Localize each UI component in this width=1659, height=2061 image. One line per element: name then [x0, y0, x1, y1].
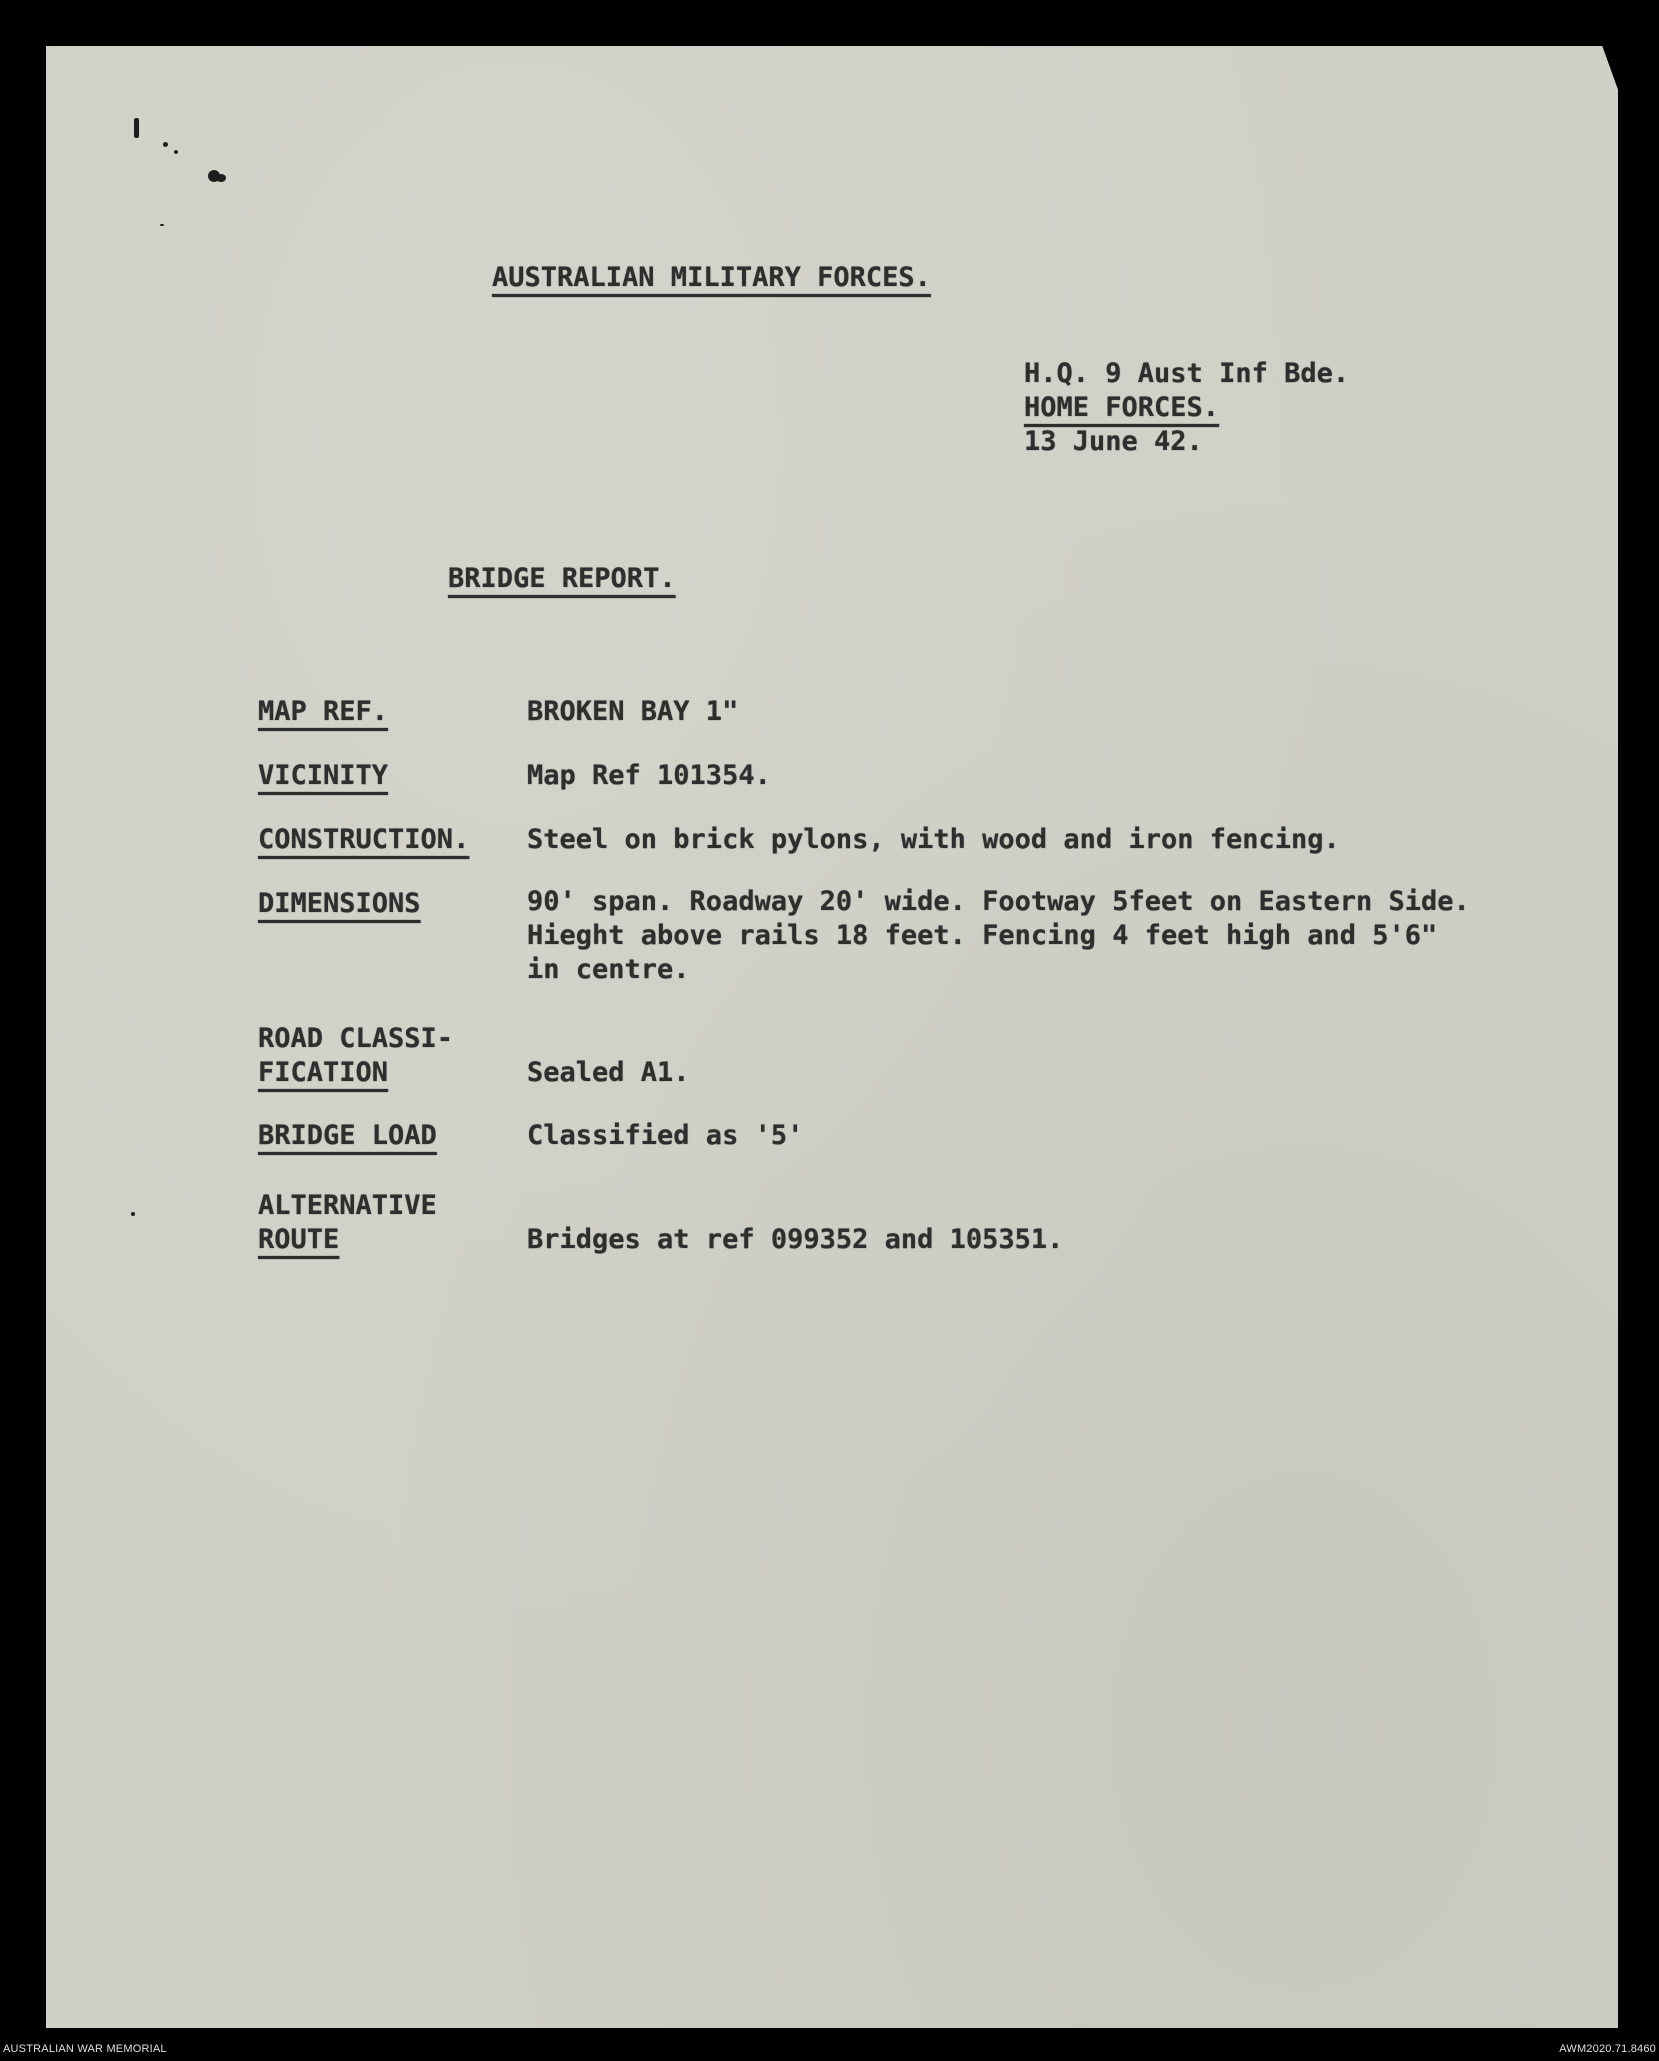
- bridge-load-value: Classified as '5': [527, 1120, 804, 1151]
- ink-mark: [131, 1212, 135, 1216]
- dimensions-label: DIMENSIONS: [258, 888, 421, 919]
- origin-unit: H.Q. 9 Aust Inf Bde.: [1024, 358, 1350, 389]
- vicinity-value: Map Ref 101354.: [527, 760, 771, 791]
- bridge-load-label: BRIDGE LOAD: [258, 1120, 437, 1151]
- alternative-route-label-line1: ALTERNATIVE: [258, 1190, 437, 1221]
- vicinity-label: VICINITY: [258, 760, 389, 791]
- ink-mark: [174, 150, 178, 154]
- origin-command: HOME FORCES.: [1024, 392, 1220, 423]
- report-title: BRIDGE REPORT.: [448, 563, 676, 594]
- dimensions-value-line1: 90' span. Roadway 20' wide. Footway 5feet on Eastern Side.: [527, 886, 1470, 917]
- ink-mark: [160, 224, 164, 226]
- construction-label: CONSTRUCTION.: [258, 824, 470, 855]
- map-ref-value: BROKEN BAY 1": [527, 696, 739, 727]
- footer-accession-number: AWM2020.71.8460: [1559, 2043, 1656, 2055]
- document-heading: AUSTRALIAN MILITARY FORCES.: [492, 262, 931, 293]
- dimensions-value-line3: in centre.: [527, 954, 690, 985]
- construction-value: Steel on brick pylons, with wood and iron fencing.: [527, 824, 1340, 855]
- ink-mark: [216, 174, 226, 182]
- road-classification-label-line1: ROAD CLASSI-: [258, 1023, 454, 1054]
- alternative-route-value: Bridges at ref 099352 and 105351.: [527, 1224, 1064, 1255]
- ink-mark: [163, 142, 168, 147]
- road-classification-label-line2: FICATION: [258, 1057, 389, 1088]
- origin-date: 13 June 42.: [1024, 426, 1203, 457]
- map-ref-label: MAP REF.: [258, 696, 389, 727]
- road-classification-value: Sealed A1.: [527, 1057, 690, 1088]
- alternative-route-label-line2: ROUTE: [258, 1224, 340, 1255]
- footer-institution: AUSTRALIAN WAR MEMORIAL: [3, 2043, 167, 2055]
- dimensions-value-line2: Hieght above rails 18 feet. Fencing 4 feet high and 5'6": [527, 920, 1438, 951]
- ink-mark: [134, 118, 139, 138]
